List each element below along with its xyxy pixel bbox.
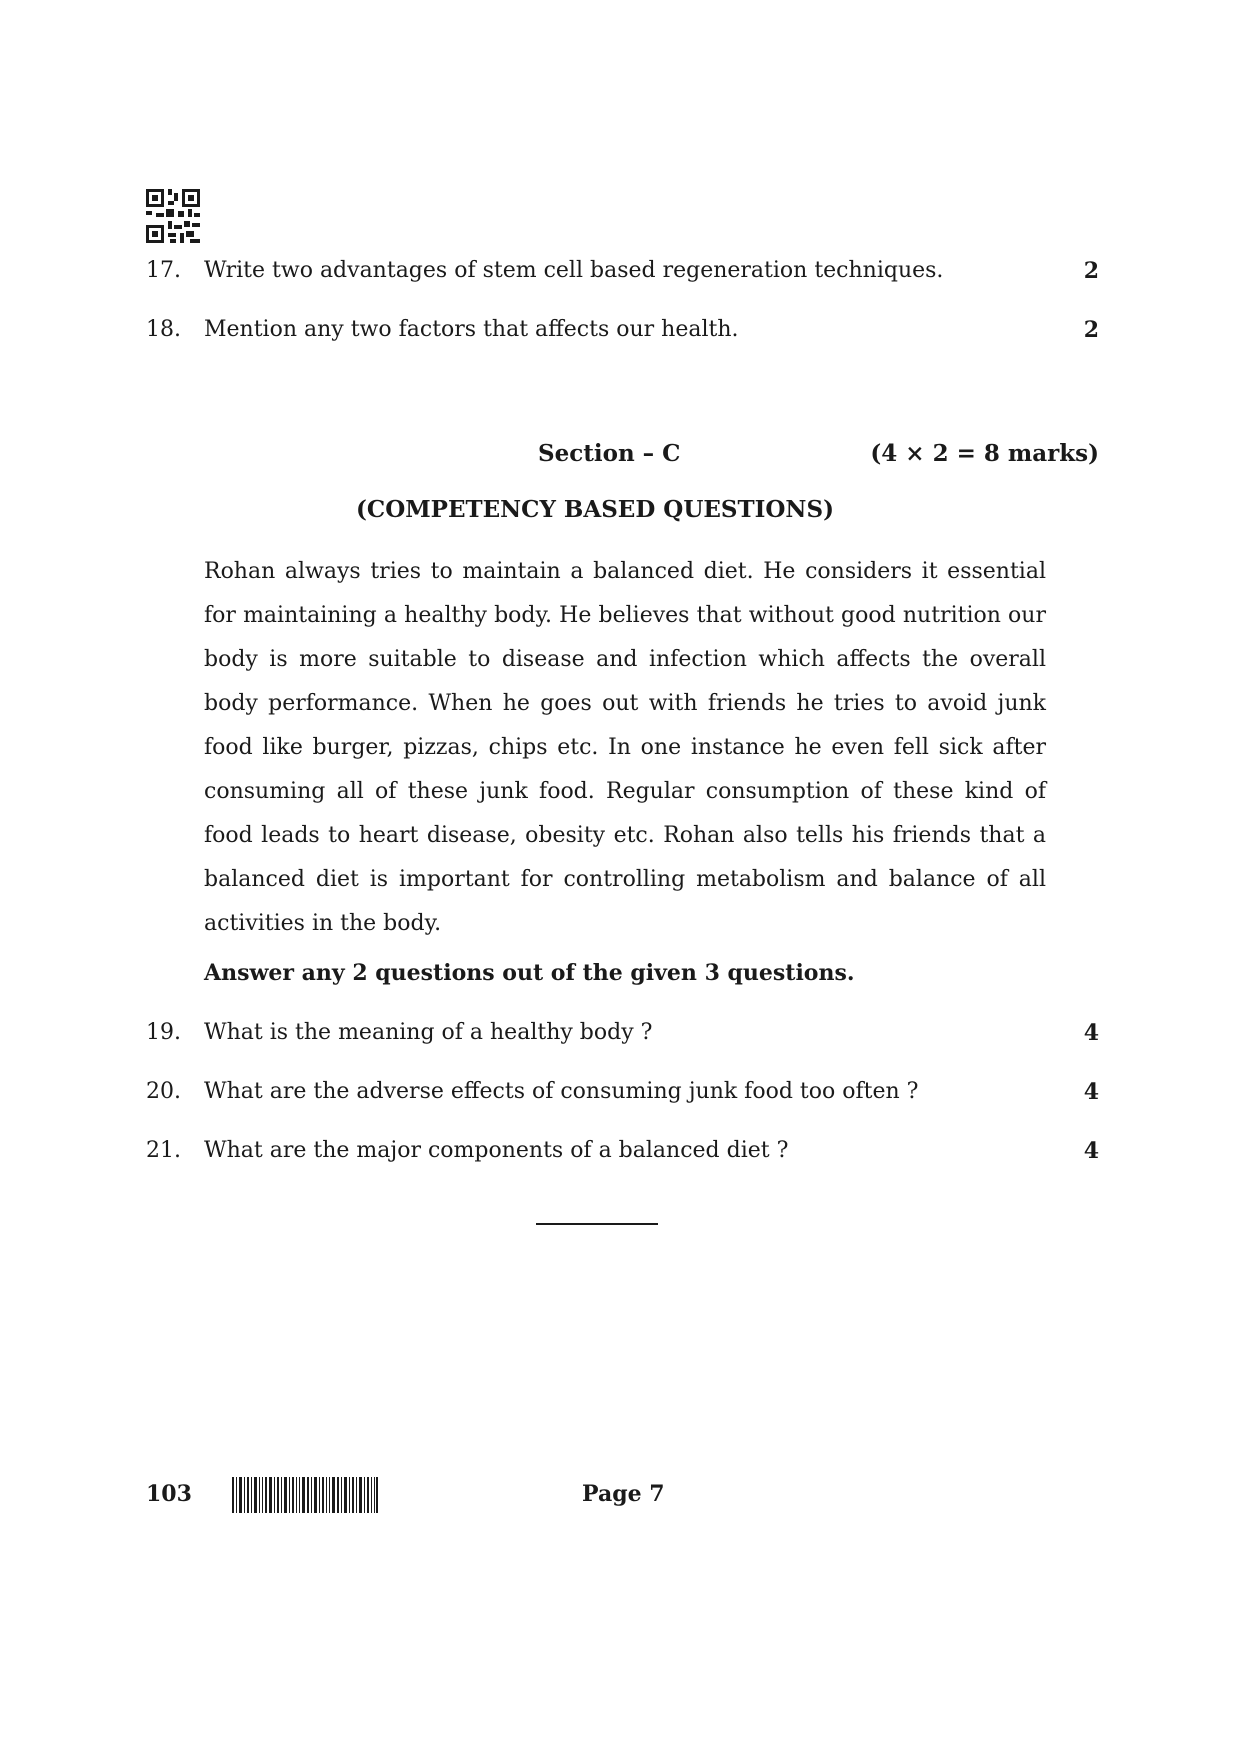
question-21 <box>0 1138 1241 1178</box>
question-marks: 4 <box>1083 1020 1099 1046</box>
case-study-passage: Rohan always tries to maintain a balanced diet. He considers it essential for maintaining a healthy body. He believes that without good nutrition our body is more suitable to disease and infection which affects the overall body performance. When he goes out with friends he tries to avoid junk food like burger, pizzas, chips etc. In one instance he even fell sick after consuming all of these junk food. Regular consumption of these kind of food leads to heart disease, obesity etc. Rohan also tells his friends that a balanced diet is important for controlling metabolism and balance of all activities in the body. <box>204 559 1046 936</box>
question-marks: 2 <box>1083 258 1099 284</box>
barcode-icon <box>232 1477 378 1513</box>
question-marks: 4 <box>1083 1079 1099 1105</box>
question-marks: 2 <box>1083 317 1099 343</box>
section-marks: (4 × 2 = 8 marks) <box>870 440 1099 467</box>
question-text: Mention any two factors that affects our health. <box>204 317 739 342</box>
question-number: 18. <box>146 317 181 342</box>
question-number: 17. <box>146 258 181 283</box>
question-text: What are the major components of a balanced diet ? <box>204 1138 789 1163</box>
paper-code: 103 <box>146 1481 192 1507</box>
question-20 <box>0 1079 1241 1119</box>
question-number: 19. <box>146 1020 181 1045</box>
question-19 <box>0 1020 1241 1060</box>
qr-code-icon <box>146 189 200 243</box>
section-subtitle: (COMPETENCY BASED QUESTIONS) <box>356 496 834 523</box>
end-of-section-rule <box>536 1223 658 1225</box>
question-17 <box>0 258 1241 298</box>
section-title: Section – C <box>538 440 681 467</box>
question-marks: 4 <box>1083 1138 1099 1164</box>
question-number: 21. <box>146 1138 181 1163</box>
answer-instruction: Answer any 2 questions out of the given 3 questions. <box>204 960 855 986</box>
question-text: What are the adverse effects of consuming junk food too often ? <box>204 1079 919 1104</box>
question-text: Write two advantages of stem cell based regeneration techniques. <box>204 258 944 283</box>
question-text: What is the meaning of a healthy body ? <box>204 1020 653 1045</box>
question-number: 20. <box>146 1079 181 1104</box>
question-18 <box>0 317 1241 357</box>
page-number: Page 7 <box>582 1481 665 1507</box>
